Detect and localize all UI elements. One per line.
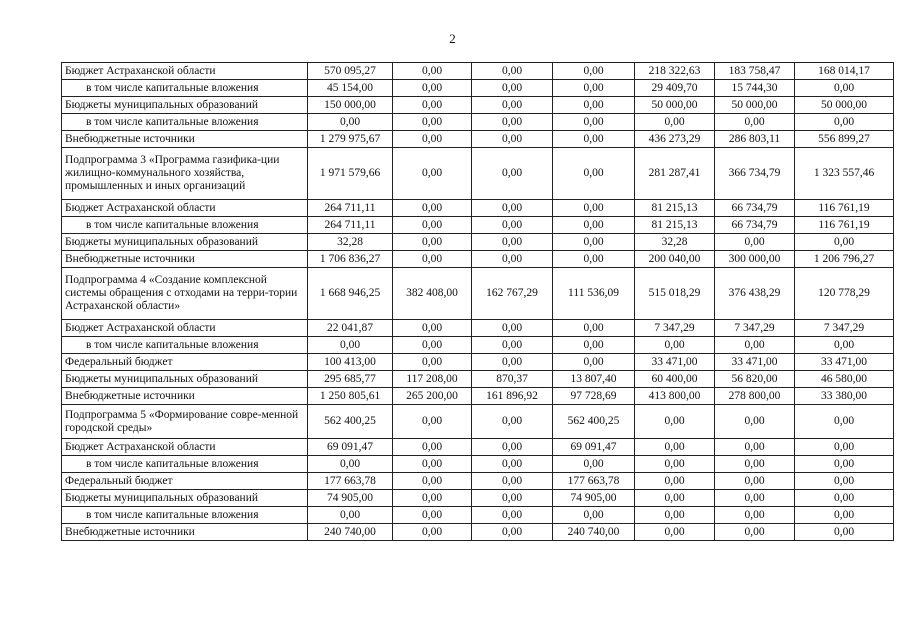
table-row [62, 473, 894, 490]
value-cell: 0,00 [308, 114, 393, 131]
row-label: Внебюджетные источники [62, 388, 308, 405]
value-cell: 66 734,79 [715, 200, 795, 217]
budget-table [61, 62, 894, 541]
value-cell: 0,00 [472, 507, 553, 524]
value-cell: 0,00 [393, 456, 472, 473]
value-cell: 0,00 [715, 439, 795, 456]
value-cell: 0,00 [553, 217, 635, 234]
value-cell: 556 899,27 [795, 131, 894, 148]
value-cell: 0,00 [393, 439, 472, 456]
value-cell: 0,00 [472, 337, 553, 354]
table-row [62, 456, 894, 473]
table-row [62, 217, 894, 234]
value-cell: 45 154,00 [308, 80, 393, 97]
value-cell: 1 323 557,46 [795, 148, 894, 200]
value-cell: 240 740,00 [308, 524, 393, 541]
table-row [62, 388, 894, 405]
value-cell: 1 279 975,67 [308, 131, 393, 148]
value-cell: 295 685,77 [308, 371, 393, 388]
value-cell: 0,00 [393, 251, 472, 268]
value-cell: 436 273,29 [635, 131, 715, 148]
value-cell: 161 896,92 [472, 388, 553, 405]
value-cell: 162 767,29 [472, 268, 553, 320]
value-cell: 50 000,00 [635, 97, 715, 114]
value-cell: 15 744,30 [715, 80, 795, 97]
value-cell: 0,00 [553, 114, 635, 131]
value-cell: 382 408,00 [393, 268, 472, 320]
value-cell: 0,00 [393, 507, 472, 524]
value-cell: 69 091,47 [553, 439, 635, 456]
value-cell: 0,00 [795, 490, 894, 507]
value-cell: 7 347,29 [715, 320, 795, 337]
table-row [62, 80, 894, 97]
value-cell: 0,00 [795, 80, 894, 97]
value-cell: 0,00 [393, 80, 472, 97]
table-row [62, 200, 894, 217]
value-cell: 0,00 [795, 456, 894, 473]
value-cell: 0,00 [472, 251, 553, 268]
value-cell: 0,00 [472, 405, 553, 439]
row-label: Подпрограмма 4 «Создание комплексной системы обращения с отходами на терри-тории Астраханской области» [62, 268, 308, 320]
value-cell: 570 095,27 [308, 63, 393, 80]
value-cell: 150 000,00 [308, 97, 393, 114]
value-cell: 0,00 [472, 63, 553, 80]
value-cell: 0,00 [795, 337, 894, 354]
value-cell: 0,00 [472, 217, 553, 234]
value-cell: 177 663,78 [308, 473, 393, 490]
value-cell: 0,00 [715, 114, 795, 131]
value-cell: 0,00 [393, 234, 472, 251]
value-cell: 69 091,47 [308, 439, 393, 456]
table-row [62, 131, 894, 148]
row-label: Бюджет Астраханской области [62, 439, 308, 456]
value-cell: 1 250 805,61 [308, 388, 393, 405]
value-cell: 0,00 [472, 234, 553, 251]
value-cell: 0,00 [308, 456, 393, 473]
value-cell: 116 761,19 [795, 200, 894, 217]
value-cell: 50 000,00 [795, 97, 894, 114]
value-cell: 413 800,00 [635, 388, 715, 405]
value-cell: 0,00 [715, 234, 795, 251]
value-cell: 0,00 [553, 234, 635, 251]
value-cell: 32,28 [635, 234, 715, 251]
value-cell: 286 803,11 [715, 131, 795, 148]
value-cell: 1 668 946,25 [308, 268, 393, 320]
value-cell: 0,00 [553, 200, 635, 217]
value-cell: 100 413,00 [308, 354, 393, 371]
row-label: Бюджет Астраханской области [62, 63, 308, 80]
value-cell: 0,00 [393, 354, 472, 371]
value-cell: 13 807,40 [553, 371, 635, 388]
value-cell: 0,00 [795, 507, 894, 524]
value-cell: 0,00 [795, 234, 894, 251]
row-label: Внебюджетные источники [62, 524, 308, 541]
value-cell: 0,00 [715, 337, 795, 354]
value-cell: 0,00 [472, 148, 553, 200]
value-cell: 0,00 [635, 473, 715, 490]
value-cell: 177 663,78 [553, 473, 635, 490]
row-label: в том числе капитальные вложения [62, 80, 308, 97]
row-label: Бюджет Астраханской области [62, 200, 308, 217]
value-cell: 0,00 [553, 63, 635, 80]
value-cell: 116 761,19 [795, 217, 894, 234]
table-row [62, 97, 894, 114]
value-cell: 0,00 [795, 473, 894, 490]
value-cell: 0,00 [472, 354, 553, 371]
value-cell: 376 438,29 [715, 268, 795, 320]
value-cell: 56 820,00 [715, 371, 795, 388]
row-label: Бюджеты муниципальных образований [62, 234, 308, 251]
value-cell: 1 206 796,27 [795, 251, 894, 268]
value-cell: 183 758,47 [715, 63, 795, 80]
value-cell: 218 322,63 [635, 63, 715, 80]
value-cell: 0,00 [553, 131, 635, 148]
value-cell: 46 580,00 [795, 371, 894, 388]
value-cell: 0,00 [472, 456, 553, 473]
value-cell: 0,00 [393, 217, 472, 234]
value-cell: 0,00 [553, 80, 635, 97]
table-row [62, 354, 894, 371]
value-cell: 515 018,29 [635, 268, 715, 320]
value-cell: 0,00 [472, 80, 553, 97]
table-row [62, 507, 894, 524]
table-row [62, 268, 894, 320]
value-cell: 0,00 [715, 524, 795, 541]
value-cell: 0,00 [553, 337, 635, 354]
value-cell: 0,00 [308, 337, 393, 354]
row-label: в том числе капитальные вложения [62, 337, 308, 354]
row-label: Федеральный бюджет [62, 473, 308, 490]
value-cell: 66 734,79 [715, 217, 795, 234]
row-label: Подпрограмма 3 «Программа газифика-ции жилищно-коммунального хозяйства, промышленных и иных организаций [62, 148, 308, 200]
value-cell: 0,00 [795, 405, 894, 439]
value-cell: 50 000,00 [715, 97, 795, 114]
row-label: в том числе капитальные вложения [62, 456, 308, 473]
table-row [62, 251, 894, 268]
value-cell: 81 215,13 [635, 200, 715, 217]
value-cell: 0,00 [795, 524, 894, 541]
table-row [62, 148, 894, 200]
value-cell: 29 409,70 [635, 80, 715, 97]
value-cell: 0,00 [393, 63, 472, 80]
value-cell: 264 711,11 [308, 200, 393, 217]
row-label: Бюджеты муниципальных образований [62, 490, 308, 507]
value-cell: 120 778,29 [795, 268, 894, 320]
value-cell: 0,00 [553, 507, 635, 524]
value-cell: 0,00 [715, 456, 795, 473]
value-cell: 74 905,00 [553, 490, 635, 507]
table-row [62, 490, 894, 507]
value-cell: 7 347,29 [635, 320, 715, 337]
row-label: Бюджет Астраханской области [62, 320, 308, 337]
value-cell: 7 347,29 [795, 320, 894, 337]
page-number: 2 [449, 31, 456, 46]
value-cell: 240 740,00 [553, 524, 635, 541]
value-cell: 200 040,00 [635, 251, 715, 268]
table-row [62, 524, 894, 541]
value-cell: 0,00 [635, 405, 715, 439]
value-cell: 111 536,09 [553, 268, 635, 320]
value-cell: 0,00 [472, 320, 553, 337]
value-cell: 60 400,00 [635, 371, 715, 388]
value-cell: 300 000,00 [715, 251, 795, 268]
value-cell: 33 471,00 [715, 354, 795, 371]
value-cell: 0,00 [393, 114, 472, 131]
value-cell: 0,00 [393, 524, 472, 541]
value-cell: 0,00 [308, 507, 393, 524]
value-cell: 0,00 [715, 473, 795, 490]
value-cell: 0,00 [635, 337, 715, 354]
row-label: Федеральный бюджет [62, 354, 308, 371]
value-cell: 0,00 [472, 114, 553, 131]
value-cell: 281 287,41 [635, 148, 715, 200]
table-row [62, 371, 894, 388]
row-label: Внебюджетные источники [62, 251, 308, 268]
value-cell: 117 208,00 [393, 371, 472, 388]
value-cell: 1 971 579,66 [308, 148, 393, 200]
value-cell: 0,00 [795, 439, 894, 456]
value-cell: 33 471,00 [795, 354, 894, 371]
value-cell: 0,00 [472, 97, 553, 114]
row-label: Подпрограмма 5 «Формирование совре-менной городской среды» [62, 405, 308, 439]
value-cell: 0,00 [715, 490, 795, 507]
value-cell: 22 041,87 [308, 320, 393, 337]
value-cell: 0,00 [635, 114, 715, 131]
value-cell: 0,00 [472, 439, 553, 456]
value-cell: 265 200,00 [393, 388, 472, 405]
value-cell: 0,00 [472, 524, 553, 541]
value-cell: 0,00 [472, 200, 553, 217]
value-cell: 0,00 [393, 405, 472, 439]
value-cell: 0,00 [472, 473, 553, 490]
value-cell: 0,00 [715, 507, 795, 524]
value-cell: 0,00 [715, 405, 795, 439]
value-cell: 0,00 [635, 456, 715, 473]
value-cell: 0,00 [635, 507, 715, 524]
table-row [62, 234, 894, 251]
table-row [62, 63, 894, 80]
row-label: Внебюджетные источники [62, 131, 308, 148]
value-cell: 0,00 [472, 131, 553, 148]
value-cell: 168 014,17 [795, 63, 894, 80]
row-label: в том числе капитальные вложения [62, 217, 308, 234]
value-cell: 0,00 [393, 200, 472, 217]
row-label: Бюджеты муниципальных образований [62, 97, 308, 114]
row-label: Бюджеты муниципальных образований [62, 371, 308, 388]
value-cell: 0,00 [393, 148, 472, 200]
value-cell: 0,00 [393, 131, 472, 148]
value-cell: 32,28 [308, 234, 393, 251]
value-cell: 0,00 [472, 490, 553, 507]
table-row [62, 114, 894, 131]
value-cell: 264 711,11 [308, 217, 393, 234]
value-cell: 0,00 [553, 354, 635, 371]
value-cell: 366 734,79 [715, 148, 795, 200]
row-label: в том числе капитальные вложения [62, 507, 308, 524]
value-cell: 0,00 [553, 251, 635, 268]
table-row [62, 320, 894, 337]
value-cell: 0,00 [553, 148, 635, 200]
value-cell: 0,00 [795, 114, 894, 131]
value-cell: 0,00 [393, 490, 472, 507]
value-cell: 0,00 [393, 97, 472, 114]
value-cell: 278 800,00 [715, 388, 795, 405]
value-cell: 562 400,25 [553, 405, 635, 439]
value-cell: 0,00 [393, 337, 472, 354]
value-cell: 0,00 [553, 456, 635, 473]
value-cell: 562 400,25 [308, 405, 393, 439]
value-cell: 870,37 [472, 371, 553, 388]
value-cell: 0,00 [393, 320, 472, 337]
row-label: в том числе капитальные вложения [62, 114, 308, 131]
value-cell: 74 905,00 [308, 490, 393, 507]
value-cell: 0,00 [393, 473, 472, 490]
value-cell: 81 215,13 [635, 217, 715, 234]
table-row [62, 439, 894, 456]
value-cell: 33 380,00 [795, 388, 894, 405]
value-cell: 0,00 [553, 97, 635, 114]
value-cell: 1 706 836,27 [308, 251, 393, 268]
value-cell: 33 471,00 [635, 354, 715, 371]
value-cell: 0,00 [553, 320, 635, 337]
value-cell: 0,00 [635, 439, 715, 456]
value-cell: 0,00 [635, 524, 715, 541]
table-row [62, 405, 894, 439]
table-row [62, 337, 894, 354]
value-cell: 0,00 [635, 490, 715, 507]
value-cell: 97 728,69 [553, 388, 635, 405]
